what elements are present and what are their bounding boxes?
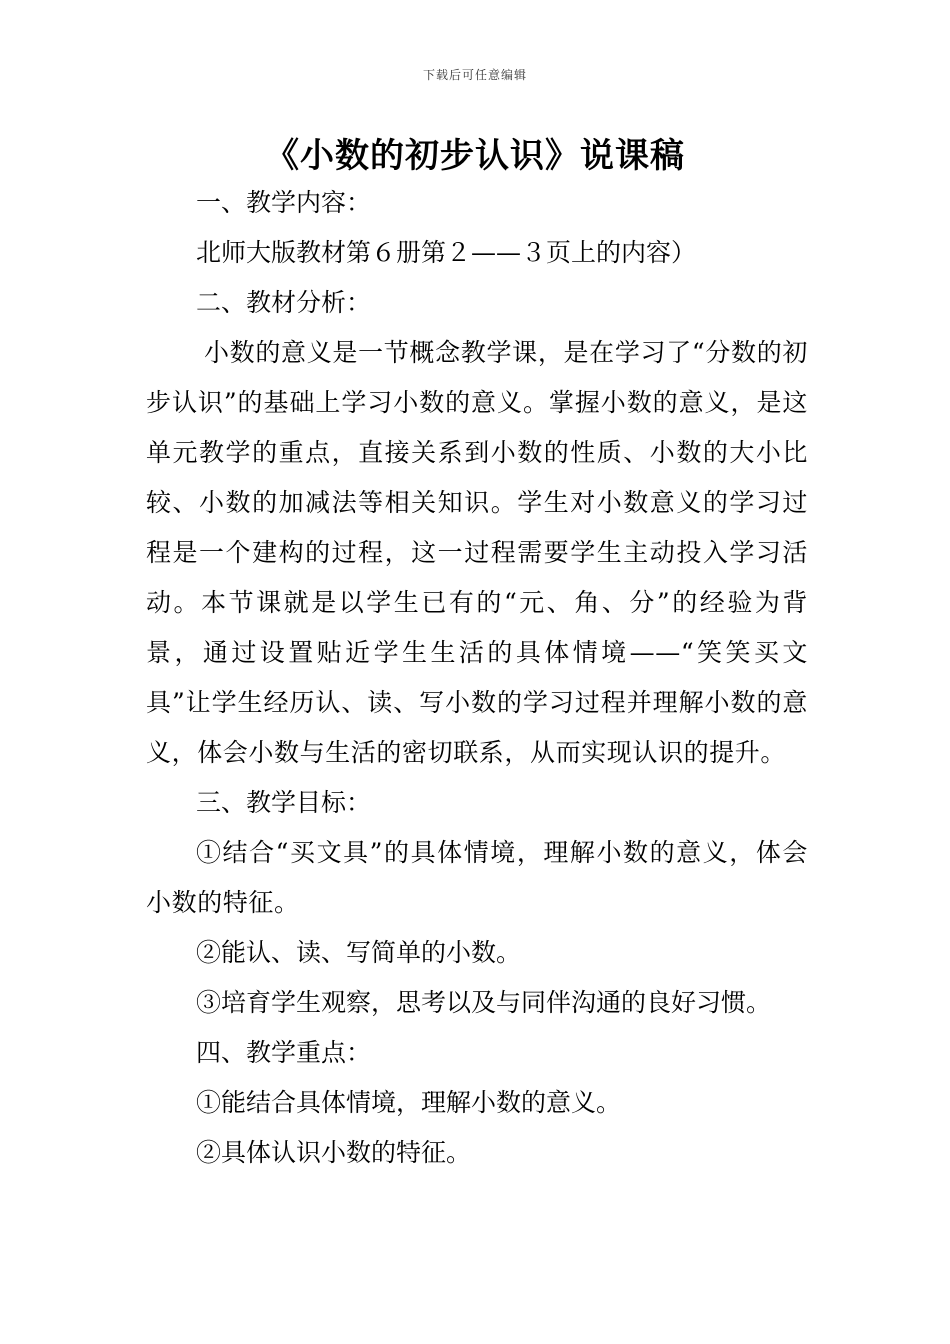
section-heading-analysis: 二、教材分析： bbox=[196, 288, 372, 317]
header-note: 下载后可任意编辑 bbox=[422, 68, 527, 82]
section-heading-goals: 三、教学目标： bbox=[196, 788, 372, 817]
goal-item-2: ②能认、读、写简单的小数。 bbox=[196, 938, 522, 967]
goal-item-3: ③培育学生观察，思考以及与同伴沟通的良好习惯。 bbox=[196, 988, 772, 1017]
key-point-2: ②具体认识小数的特征。 bbox=[196, 1138, 472, 1167]
content-text: 北师大版教材第６册第２——３页上的内容） bbox=[196, 238, 697, 267]
section-heading-key-points: 四、教学重点： bbox=[196, 1038, 372, 1067]
section-heading-content: 一、教学内容： bbox=[196, 188, 372, 217]
key-point-1: ①能结合具体情境，理解小数的意义。 bbox=[196, 1088, 622, 1117]
goal-item-1: ①结合“买文具”的具体情境，理解小数的意义，体会小数的特征。 bbox=[146, 838, 808, 917]
analysis-paragraph: 小数的意义是一节概念教学课，是在学习了“分数的初步认识”的基础上学习小数的意义。掌握小数的意义，是这单元教学的重点，直接关系到小数的性质、小数的大小比较、小数的加减法等相关知识。学生对小数意义的学习过程是一个建构的过程，这一过程需要学生主动投入学习活动。本节课就是以学生已有的“元、角、分”的经验为背景，通过设置贴近学生生活的具体情境——“笑笑买文具”让学生经历认、读、写小数的学习过程并理解小数的意义，体会小数与生活的密切联系，从而实现认识的提升。 bbox=[146, 338, 808, 767]
document-body bbox=[146, 178, 808, 1178]
document-title: 《小数的初步认识》说课稿 bbox=[265, 136, 685, 176]
